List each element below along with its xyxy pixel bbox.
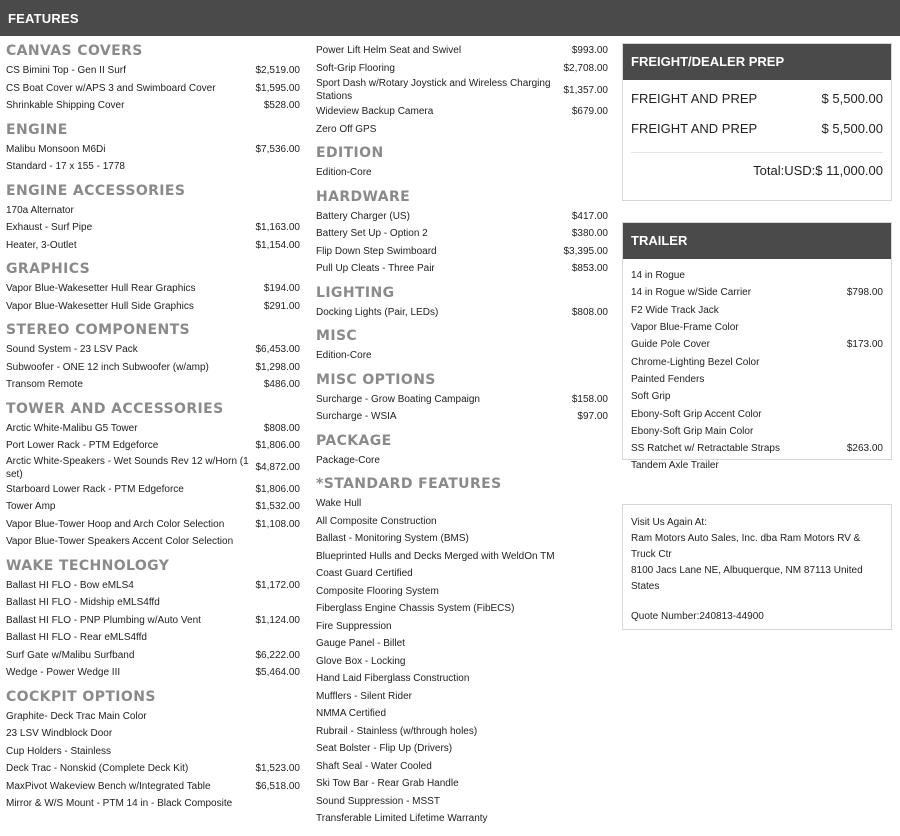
feature-price: $1,595.00 (255, 82, 300, 94)
feature-price: $97.00 (577, 411, 608, 423)
trailer-panel-title: TRAILER (623, 223, 891, 259)
feature-name: CS Boat Cover w/APS 3 and Swimboard Cover (6, 82, 216, 94)
feature-name: F2 Wide Track Jack (631, 304, 719, 316)
feature-price: $194.00 (263, 283, 300, 295)
section-heading: STEREO COMPONENTS (6, 322, 191, 338)
feature-name: Battery Charger (US) (316, 210, 410, 222)
feature-item (316, 793, 608, 811)
feature-item (6, 664, 300, 682)
quote-number: Quote Number:240813-44900 (631, 611, 764, 622)
feature-item (6, 341, 300, 359)
feature-name: Ballast HI FLO - Midship eMLS4ffd (6, 597, 160, 609)
feature-name: Fiberglass Engine Chassis System (FibECS) (316, 603, 515, 615)
section-heading: WAKE TECHNOLOGY (6, 557, 170, 574)
feature-name: CS Bimini Top - Gen II Surf (6, 65, 126, 77)
feature-name: 14 in Rogue w/Side Carrier (631, 287, 752, 299)
feature-item (6, 298, 300, 316)
feature-name: Heater, 3-Outlet (6, 239, 77, 251)
feature-price: $3,395.00 (563, 245, 608, 257)
section-heading: ENGINE (6, 121, 68, 138)
feature-item (316, 391, 608, 409)
feature-name: Ebony-Soft Grip Accent Color (631, 408, 762, 420)
feature-item (316, 583, 608, 601)
feature-name: Vapor Blue-Tower Hoop and Arch Color Selection (6, 518, 225, 530)
section-heading: TOWER AND ACCESSORIES (6, 400, 224, 417)
feature-item (316, 775, 608, 793)
feature-name: Ballast HI FLO - Rear eMLS4ffd (6, 632, 147, 644)
feature-item (6, 594, 300, 612)
feature-name: MaxPivot Wakeview Bench w/Integrated Table (6, 780, 211, 792)
feature-item (316, 208, 608, 226)
section-heading: LIGHTING (316, 284, 395, 301)
section-heading: MISC (316, 328, 358, 344)
feature-item (316, 513, 608, 531)
feature-price: $417.00 (571, 210, 608, 222)
feature-item (6, 376, 300, 394)
contact-panel (622, 504, 892, 630)
feature-price: $1,523.00 (255, 763, 300, 775)
feature-item (6, 481, 300, 499)
feature-item (316, 260, 608, 278)
feature-name: Coast Guard Certified (316, 568, 413, 580)
feature-item (631, 319, 883, 336)
feature-item (6, 708, 300, 726)
freight-row (623, 114, 891, 144)
dealer-address: 8100 Jacs Lane NE, Albuquerque, NM 87113 United States (631, 565, 863, 592)
feature-price: $853.00 (571, 263, 608, 275)
feature-item (631, 423, 883, 440)
contact-spacer (631, 595, 883, 609)
feature-price: $993.00 (571, 45, 608, 57)
freight-rows (623, 84, 891, 144)
feature-item (6, 725, 300, 743)
page-title: FEATURES (8, 11, 79, 26)
feature-item (6, 743, 300, 761)
feature-item (6, 795, 300, 813)
feature-name: Surcharge - Grow Boating Campaign (316, 393, 480, 405)
feature-item (6, 516, 300, 534)
feature-name: Package-Core (316, 454, 380, 466)
feature-price: $7,536.00 (255, 143, 300, 155)
freight-dealer-prep-panel (622, 43, 892, 201)
feature-price: $4,872.00 (255, 462, 300, 473)
feature-name: Arctic White-Malibu G5 Tower (6, 422, 138, 434)
feature-name: Vapor Blue-Wakesetter Hull Rear Graphics (6, 283, 196, 295)
feature-name: Gauge Panel - Billet (316, 638, 405, 650)
feature-name: 14 in Rogue (631, 270, 685, 282)
feature-item (631, 457, 883, 474)
feature-name: Vapor Blue-Tower Speakers Accent Color Selection (6, 536, 234, 548)
feature-item (6, 280, 300, 298)
feature-item (631, 405, 883, 422)
feature-item (316, 670, 608, 688)
feature-item (316, 600, 608, 618)
feature-price: $1,532.00 (255, 501, 300, 513)
feature-name: Sound Suppression - MSST (316, 795, 440, 807)
feature-name: Mufflers - Silent Rider (316, 690, 412, 702)
feature-item (631, 440, 883, 457)
feature-item (316, 653, 608, 671)
feature-item (316, 618, 608, 636)
feature-item (6, 237, 300, 255)
feature-price: $808.00 (571, 306, 608, 318)
feature-item (316, 548, 608, 566)
feature-name: Chrome-Lighting Bezel Color (631, 356, 760, 368)
feature-name: Vapor Blue-Frame Color (631, 322, 739, 334)
feature-item (316, 42, 608, 60)
feature-item (316, 243, 608, 261)
feature-name: 170a Alternator (6, 204, 74, 216)
feature-item (6, 612, 300, 630)
feature-price: $528.00 (263, 100, 300, 112)
section-heading: PACKAGE (316, 432, 392, 449)
feature-item (6, 760, 300, 778)
feature-item (316, 758, 608, 776)
feature-name: Shrinkable Shipping Cover (6, 100, 125, 112)
feature-price: $173.00 (846, 339, 883, 351)
feature-name: Surcharge - WSIA (316, 411, 397, 423)
feature-name: Docking Lights (Pair, LEDs) (316, 306, 439, 318)
feature-item (631, 388, 883, 405)
section-heading: EDITION (316, 145, 384, 161)
feature-price: $291.00 (263, 300, 300, 312)
feature-price: $1,124.00 (255, 614, 300, 626)
feature-price: $679.00 (571, 106, 608, 118)
feature-name: SS Ratchet w/ Retractable Straps (631, 443, 780, 455)
feature-name: Port Lower Rack - PTM Edgeforce (6, 440, 159, 452)
feature-price: $1,806.00 (255, 440, 300, 452)
feature-item (316, 530, 608, 548)
feature-item (316, 452, 608, 470)
feature-item (316, 740, 608, 758)
freight-item-price: $ 5,500.00 (821, 121, 883, 136)
feature-item (6, 97, 300, 115)
section-heading: MISC OPTIONS (316, 371, 436, 388)
feature-name: Rubrail - Stainless (w/through holes) (316, 725, 478, 737)
feature-name: Sound System - 23 LSV Pack (6, 344, 138, 356)
feature-price: $5,464.00 (255, 667, 300, 679)
feature-price: $1,172.00 (255, 579, 300, 591)
feature-price: $158.00 (571, 393, 608, 405)
feature-item (316, 688, 608, 706)
feature-name: Flip Down Step Swimboard (316, 245, 437, 257)
feature-price: $263.00 (846, 443, 883, 455)
feature-item (631, 336, 883, 353)
feature-item (631, 353, 883, 370)
feature-item (6, 437, 300, 455)
freight-item-price: $ 5,500.00 (821, 91, 883, 106)
section-heading: HARDWARE (316, 188, 411, 205)
freight-row (623, 84, 891, 114)
feature-name: Arctic White-Speakers - Wet Sounds Rev 12 w/Horn (1 set) (6, 455, 249, 480)
feature-item (6, 577, 300, 595)
feature-item (316, 495, 608, 513)
feature-price: $1,154.00 (255, 239, 300, 251)
feature-name: Ebony-Soft Grip Main Color (631, 425, 754, 437)
feature-name: Pull Up Cleats - Three Pair (316, 263, 435, 275)
feature-item (631, 284, 883, 301)
feature-item (316, 347, 608, 365)
feature-price: $1,298.00 (255, 361, 300, 373)
feature-item (6, 533, 300, 551)
feature-item (316, 225, 608, 243)
feature-name: Subwoofer - ONE 12 inch Subwoofer (w/amp) (6, 361, 209, 373)
feature-item (6, 455, 300, 481)
feature-name: Wedge - Power Wedge III (6, 667, 121, 679)
feature-price: $2,708.00 (563, 62, 608, 74)
feature-price: $2,519.00 (255, 65, 300, 77)
feature-name: All Composite Construction (316, 515, 437, 527)
feature-price: $486.00 (263, 379, 300, 391)
feature-name: Zero Off GPS (316, 123, 377, 135)
feature-name: Ski Tow Bar - Rear Grab Handle (316, 778, 459, 790)
feature-name: Blueprinted Hulls and Decks Merged with WeldOn TM (316, 550, 555, 562)
contact-intro: Visit Us Again At: (631, 517, 707, 528)
feature-name: Vapor Blue-Wakesetter Hull Side Graphics (6, 300, 194, 312)
feature-name: Edition-Core (316, 167, 372, 179)
freight-item-name: FREIGHT AND PREP (631, 121, 758, 136)
feature-item (316, 164, 608, 182)
feature-item (6, 62, 300, 80)
features-column-left (6, 36, 300, 813)
feature-item (316, 60, 608, 78)
feature-item (6, 359, 300, 377)
feature-item (316, 810, 608, 828)
feature-name: Sport Dash w/Rotary Joystick and Wireless Charging Stations (316, 78, 551, 102)
feature-price: $808.00 (263, 422, 300, 434)
feature-name: Exhaust - Surf Pipe (6, 222, 93, 234)
feature-price: $798.00 (846, 287, 883, 299)
feature-item (316, 723, 608, 741)
feature-item (6, 141, 300, 159)
feature-name: Ballast - Monitoring System (BMS) (316, 533, 469, 545)
feature-name: Edition-Core (316, 350, 372, 362)
feature-name: Ballast HI FLO - PNP Plumbing w/Auto Vent (6, 614, 201, 626)
trailer-panel (622, 222, 892, 472)
feature-name: Battery Set Up - Option 2 (316, 228, 428, 240)
feature-name: Guide Pole Cover (631, 339, 710, 351)
feature-item (316, 304, 608, 322)
feature-name: Ballast HI FLO - Bow eMLS4 (6, 579, 134, 591)
feature-name: Tower Amp (6, 501, 56, 513)
feature-item (316, 77, 608, 103)
feature-price: $1,108.00 (255, 518, 300, 530)
freight-item-name: FREIGHT AND PREP (631, 91, 758, 106)
feature-item (316, 635, 608, 653)
feature-name: Wake Hull (316, 498, 362, 510)
feature-price: $1,357.00 (563, 84, 608, 96)
feature-name: Composite Flooring System (316, 585, 439, 597)
cockpit-options-continued (316, 42, 608, 138)
feature-name: Cup Holders - Stainless (6, 745, 112, 757)
feature-item (6, 219, 300, 237)
feature-price: $6,453.00 (255, 344, 300, 356)
feature-name: Deck Trac - Nonskid (Complete Deck Kit) (6, 763, 189, 775)
feature-item (631, 371, 883, 388)
feature-name: Malibu Monsoon M6Di (6, 143, 106, 155)
feature-price: $1,163.00 (255, 222, 300, 234)
feature-item (6, 647, 300, 665)
feature-name: Painted Fenders (631, 373, 705, 385)
feature-name: Transferable Limited Lifetime Warranty (316, 813, 488, 825)
feature-item (316, 705, 608, 723)
feature-item (6, 80, 300, 98)
feature-name: NMMA Certified (316, 708, 387, 720)
feature-item (316, 103, 608, 121)
feature-name: Wideview Backup Camera (316, 106, 434, 118)
feature-item (6, 420, 300, 438)
feature-name: Soft Grip (631, 391, 671, 403)
section-heading: *STANDARD FEATURES (316, 476, 502, 492)
feature-name: Glove Box - Locking (316, 655, 406, 667)
feature-name: Surf Gate w/Malibu Surfband (6, 649, 135, 661)
feature-name: Standard - 17 x 155 - 1778 (6, 161, 125, 173)
section-heading: ENGINE ACCESSORIES (6, 182, 186, 199)
feature-name: Power Lift Helm Seat and Swivel (316, 45, 462, 57)
freight-panel-title: FREIGHT/DEALER PREP (623, 44, 891, 80)
trailer-items (623, 259, 891, 475)
features-header-bar (0, 0, 900, 36)
feature-name: Tandem Axle Trailer (631, 460, 719, 472)
feature-item (6, 498, 300, 516)
feature-price: $6,518.00 (255, 780, 300, 792)
feature-item (6, 778, 300, 796)
feature-name: Shaft Seal - Water Cooled (316, 760, 432, 772)
dealer-name: Ram Motors Auto Sales, Inc. dba Ram Motors RV & Truck Ctr (631, 533, 861, 560)
feature-name: Starboard Lower Rack - PTM Edgeforce (6, 483, 184, 495)
feature-item (316, 565, 608, 583)
feature-name: Soft-Grip Flooring (316, 62, 395, 74)
feature-price: $1,806.00 (255, 483, 300, 495)
feature-item (6, 629, 300, 647)
feature-name: Transom Remote (6, 379, 83, 391)
feature-item (316, 121, 608, 139)
feature-name: Fire Suppression (316, 620, 392, 632)
freight-total: Total:USD:$ 11,000.00 (753, 163, 883, 178)
feature-name: 23 LSV Windblock Door (6, 728, 113, 740)
feature-price: $6,222.00 (255, 649, 300, 661)
feature-name: Hand Laid Fiberglass Construction (316, 673, 470, 685)
feature-name: Seat Bolster - Flip Up (Drivers) (316, 743, 453, 755)
feature-item (631, 267, 883, 284)
section-heading: CANVAS COVERS (6, 43, 143, 59)
section-heading: COCKPIT OPTIONS (6, 688, 156, 705)
feature-item (6, 202, 300, 220)
feature-item (6, 158, 300, 176)
feature-name: Mirror & W/S Mount - PTM 14 in - Black Composite (6, 798, 233, 810)
features-column-middle (316, 36, 608, 828)
feature-price: $380.00 (571, 228, 608, 240)
feature-name: Graphite- Deck Trac Main Color (6, 710, 147, 722)
feature-item (631, 302, 883, 319)
section-heading: GRAPHICS (6, 261, 91, 277)
feature-item (316, 408, 608, 426)
